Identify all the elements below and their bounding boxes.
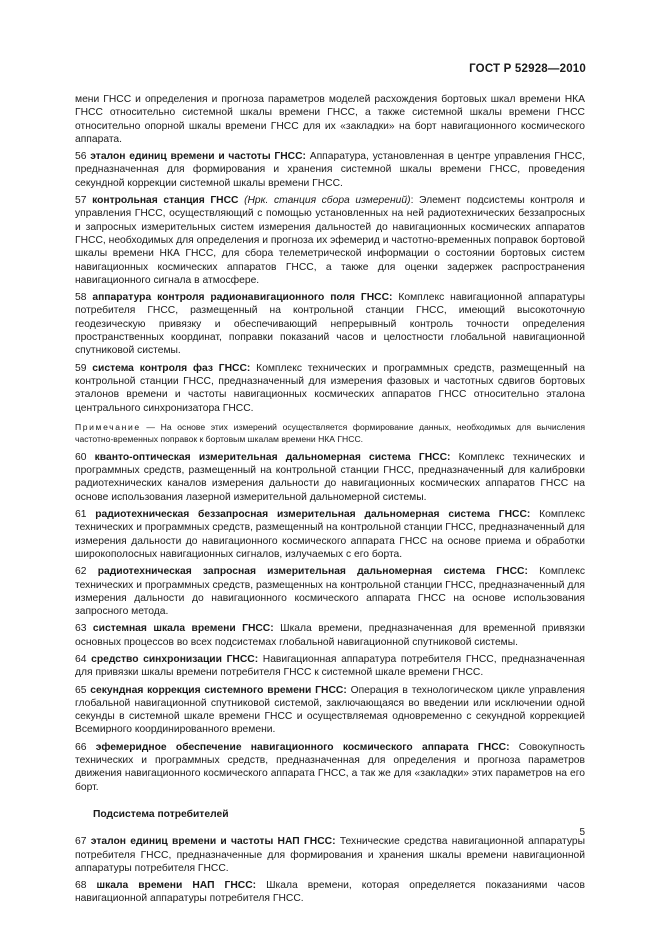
term-entry (75, 565, 585, 618)
term-entry (75, 291, 585, 357)
term-name: системная шкала времени ГНСС: (92, 623, 274, 635)
term-definition: Комплекс технических и программных средств, размещенный на контрольной станции ГНСС, предназначенный для измерения дальности до навигационного космического аппарата ГНСС на основе приема и обработки широкополосных навигационных сигналов, излучаемых с его борта. (75, 509, 585, 560)
term-number: 63 (75, 623, 87, 635)
term-definition: Совокупность технических и программных средств, предназначенная для определения и прогноза параметров движения навигационного космического аппарата ГНСС, а так же для «закладки» этих параметров на его борт. (75, 741, 585, 793)
term-name: радиотехническая запросная измерительная дальномерная система ГНСС: (97, 566, 528, 578)
term-number: 59 (75, 362, 87, 374)
term-entry (75, 508, 585, 561)
term-definition: Технические средства навигационной аппаратуры потребителя ГНСС, предназначенные для формирования и хранения шкалы времени навигационной аппаратуры потребителя ГНСС. (75, 836, 585, 874)
term-entry (75, 194, 585, 287)
term-number: 60 (75, 451, 87, 463)
term-name: средство синхронизации ГНСС: (91, 653, 259, 665)
term-definition: Навигационная аппаратура потребителя ГНСС, предназначенная для привязки шкалы времени потребителя ГНСС к системной шкале времени ГНСС. (75, 653, 585, 679)
term-definition: Шкала времени, предназначенная для временной привязки основных процессов во всех подсистемах глобальной навигационной спутниковой системы. (75, 623, 585, 648)
term-number: 56 (75, 151, 87, 163)
term-definition: : Элемент подсистемы контроля и управления ГНСС, осуществляющий с помощью установленных на ней радиотехнических беззапросных и запросных измерительных систем измерения дальностей до навигационных космических аппаратов ГНСС, необходимых для определения и прогноза их эфемерид и частотно-временных поправок бортовой шкалы времени НКА ГНСС, для сбора телеметрической информации о состоянии бортовых систем навигационных космических аппаратов ГНСС, а также для оценки задержек распространения навигационного сигнала в атмосфере. (75, 195, 586, 286)
term-number: 57 (75, 195, 87, 207)
term-number: 68 (75, 880, 87, 892)
term-entry (75, 879, 585, 906)
term-entry (75, 684, 585, 737)
term-number: 65 (75, 684, 87, 696)
term-definition: Комплекс технических и программных средств, размещенный на контрольной станции ГНСС, предназначенный для калибровки радиотехнических каналов измерения дальности до навигационных космических аппаратов ГНСС на основе использования лазерной измерительной дальномерной системы. (75, 451, 585, 503)
term-entry (75, 653, 585, 680)
term-definition: Шкала времени, которая определяется показаниями часов навигационной аппаратуры потребителя ГНСС. (75, 880, 585, 905)
term-number: 58 (75, 292, 87, 304)
term-name: эталон единиц времени и частоты ГНСС: (90, 151, 306, 163)
term-name: эфемеридное обеспечение навигационного космического аппарата ГНСС: (95, 741, 510, 753)
term-definition: Комплекс технических и программных средств, размещенных на контрольной станции ГНСС, предназначенный для измерения дальности до навигационного космического аппарата ГНСС на основе использования запросного метода. (75, 566, 585, 618)
term-name: контрольная станция ГНСС (92, 195, 239, 207)
document-body (75, 93, 585, 910)
term-definition: Операция в технологическом цикле управления глобальной навигационной спутниковой системой, заключающаяся во введении или исключении одной секунды в системной шкале времени ГНСС и осуществляемая одновременно с секундной коррекцией Всемирного координированного времени. (75, 684, 585, 736)
term-name: аппаратура контроля радионавигационного поля ГНСС: (92, 292, 393, 304)
term-entry (75, 622, 585, 649)
term-entry (75, 93, 585, 146)
term-entry (75, 835, 585, 875)
term-name: кванто-оптическая измерительная дальномерная система ГНСС: (94, 451, 451, 463)
term-number: 66 (75, 741, 87, 753)
term-number: 61 (75, 509, 87, 521)
term-entry (75, 741, 585, 794)
page-number: 5 (579, 827, 585, 838)
terms-group-2 (75, 451, 585, 794)
terms-group-1 (75, 93, 585, 415)
term-name: шкала времени НАП ГНСС: (96, 880, 257, 892)
term-definition: Комплекс навигационной аппаратуры потребителя ГНСС, размещенный на контрольной станции ГНСС, имеющий высокоточную геодезическую привязку и обеспечивающий непрерывный контроль точности определения пространственных координат, поправки показаний часов и целостности глобальной навигационной спутниковой системы. (75, 292, 585, 357)
term-definition: Комплекс технических и программных средств, размещенный на контрольной станции ГНСС, предназначенный для измерения фазовых и частотных сдвигов бортовых эталонов времени и частоты навигационных космических аппаратов ГНСС относительно эталона центрального синхронизатора ГНСС. (75, 362, 585, 414)
section-subheading: Подсистема потребителей (93, 808, 229, 820)
term-name: эталон единиц времени и частоты НАП ГНСС: (90, 836, 336, 848)
term-alternative: (Нрк. станция сбора измерений) (238, 195, 411, 207)
term-definition: Аппаратура, установленная в центре управления ГНСС, предназначенная для формирования и хранения системной шкалы времени ГНСС, проведения секундной коррекции системной шкалы времени ГНСС. (75, 151, 585, 189)
note-text: — На основе этих измерений осуществляется формирование данных, необходимых для вычисления частотно-временных поправок к бортовым шкалам времени НКА ГНСС. (75, 421, 585, 444)
term-name: секундная коррекция системного времени ГНСС: (90, 684, 347, 696)
term-name: радиотехническая беззапросная измерительная дальномерная система ГНСС: (95, 509, 531, 521)
term-number: 67 (75, 836, 87, 848)
term-entry (75, 451, 585, 504)
terms-group-3 (75, 835, 585, 905)
term-number: 64 (75, 653, 87, 665)
note (75, 421, 585, 445)
note-label: Примечание (75, 421, 141, 432)
standard-header: ГОСТ Р 52928—2010 (469, 63, 586, 75)
term-name: система контроля фаз ГНСС: (92, 362, 251, 374)
term-definition: мени ГНСС и определения и прогноза параметров моделей расхождения бортовых шкал времени НКА ГНСС относительно системной шкалы времени ГНСС, а также системной шкалы времени ГНСС относительно опорной шкалы времени ГНСС для их «закладки» на борт навигационного космического аппарата. (75, 94, 585, 145)
term-number: 62 (75, 566, 87, 578)
term-entry (75, 150, 585, 190)
term-entry (75, 362, 585, 415)
